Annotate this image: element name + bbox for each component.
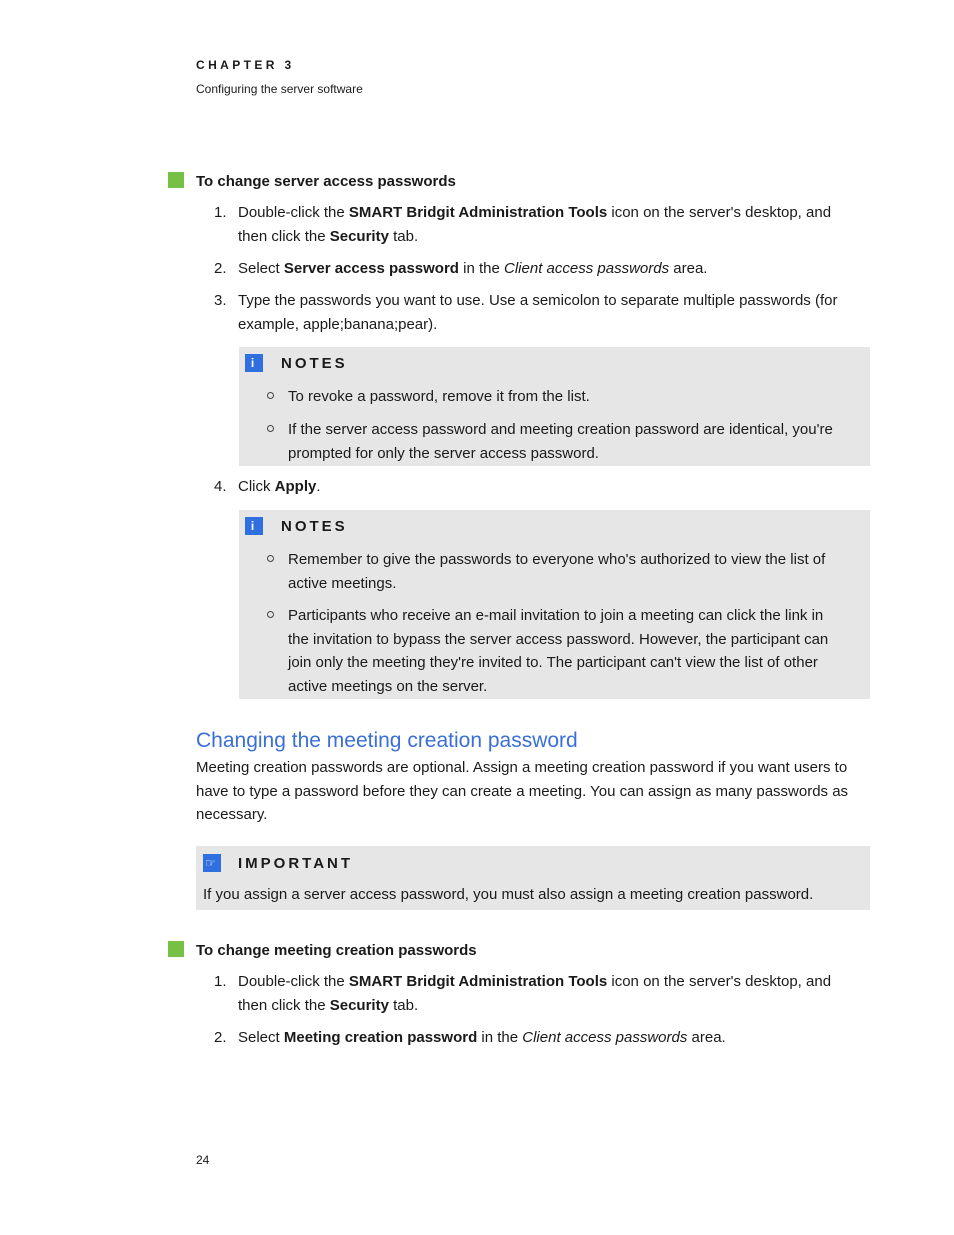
important-text: If you assign a server access password, you must also assign a meeting creation password. [203,886,814,903]
note-label: NOTES [281,355,348,372]
step-text: Select [238,260,284,277]
step-number: 4. [214,478,227,495]
step-text: area. [687,1029,726,1046]
note-box [239,510,870,699]
info-icon: i [245,354,263,372]
note-item [267,385,837,409]
section-title: Changing the meeting creation password [196,729,578,752]
note-text: Participants who receive an e-mail invitation to join a meeting can click the link in the invitation to bypass the server access password. However, the participant can join only the meeting they're invited to. The participant can't view the list of other active meetings on the server. [288,607,829,695]
important-box [196,846,870,910]
chapter-subtitle: Configuring the server software [196,82,363,96]
step-text: tab. [388,227,419,245]
note-header [245,517,348,535]
note-item [267,548,837,595]
step-number: 1. [214,973,227,990]
step-bold: SMART Bridgit Administration Tools [348,204,608,221]
chapter-label: CHAPTER 3 [196,58,295,72]
step-item [214,475,854,499]
step-bold: Meeting creation password [283,1029,478,1046]
important-header [203,854,353,872]
info-icon: i [245,517,263,535]
page-number: 24 [196,1153,210,1167]
step-item [214,289,854,336]
step-bold: Security [329,227,389,245]
step-number: 1. [214,204,227,221]
procedure-heading [168,941,477,959]
note-label: NOTES [281,518,348,535]
step-text: in the [477,1029,523,1046]
bullet-circle-icon [267,392,274,399]
step-number: 3. [214,292,227,309]
step-italic: Client access passwords [522,1029,688,1046]
note-header [245,354,348,372]
note-item [267,418,837,465]
step-bold: Server access password [283,260,459,277]
step-item [214,257,854,281]
step-text: Select [238,1029,284,1046]
note-text: If the server access password and meeting creation password are identical, you're prompted for only the server access password. [288,421,833,462]
bullet-circle-icon [267,425,274,432]
section-body: Meeting creation passwords are optional. Assign a meeting creation password if you want users to have to type a password before they can create a meeting. You can assign as many passwords as necessary. [196,759,849,823]
green-square-icon [168,172,184,188]
step-number: 2. [214,260,227,277]
step-italic: Client access passwords [504,260,670,277]
note-text: To revoke a password, remove it from the list. [288,388,590,405]
note-text: Remember to give the passwords to everyone who's authorized to view the list of active meetings. [288,551,826,592]
step-text: icon on the server's desktop, and then click the [238,973,832,1014]
step-item [214,201,854,248]
step-text: Click [238,478,275,495]
step-text: area. [669,260,708,277]
step-text: icon on the server's desktop, and then click the [238,204,832,245]
procedure-title: To change server access passwords [196,173,456,190]
step-bold: Apply [274,478,317,495]
step-text: in the [458,260,505,277]
step-text: Double-click the [238,204,349,221]
step-item [214,1026,854,1050]
bullet-circle-icon [267,611,274,618]
bullet-circle-icon [267,555,274,562]
step-text: tab. [388,996,419,1014]
important-label: IMPORTANT [238,855,354,872]
step-text: . [316,478,321,495]
pointing-hand-icon: ☞ [203,854,221,872]
step-number: 2. [214,1029,227,1046]
procedure-title: To change meeting creation passwords [196,942,477,959]
green-square-icon [168,941,184,957]
procedure-heading [168,172,456,190]
note-item [267,604,837,698]
step-item [214,970,854,1017]
note-box [239,347,870,466]
step-text: Double-click the [238,973,349,990]
step-text: Type the passwords you want to use. Use a semicolon to separate multiple passwords (for example, apple;banana;pear). [238,292,838,333]
step-bold: SMART Bridgit Administration Tools [348,973,608,990]
step-bold: Security [329,996,389,1014]
